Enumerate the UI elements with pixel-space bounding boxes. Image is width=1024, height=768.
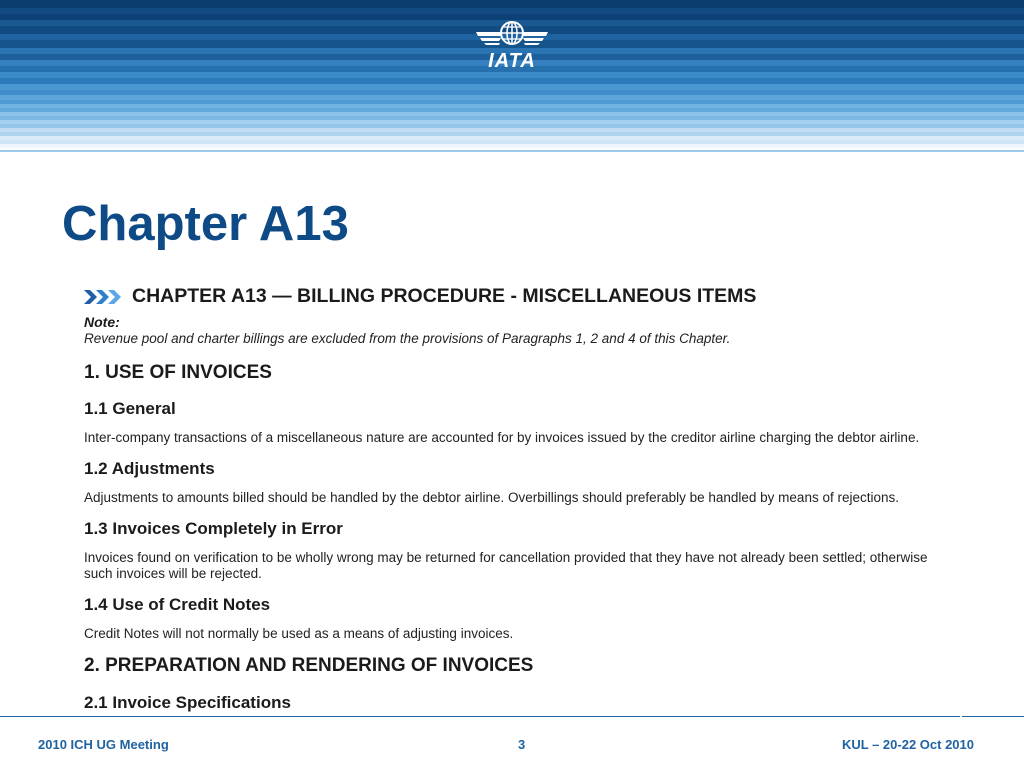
section-1-3-text-line-1: Invoices found on verification to be wholly wrong may be returned for cancellation provided that they have not already been settled; otherwise bbox=[84, 550, 928, 565]
section-1-1-heading: 1.1 General bbox=[84, 399, 176, 418]
section-2-heading: 2. PREPARATION AND RENDERING OF INVOICES bbox=[84, 655, 534, 676]
section-1-1-text: Inter-company transactions of a miscellaneous nature are accounted for by invoices issued by the creditor airline charging the debtor airline. bbox=[84, 430, 920, 445]
section-1-2-text: Adjustments to amounts billed should be handled by the debtor airline. Overbillings should preferably be handled by means of rejections. bbox=[84, 490, 899, 505]
section-2-1-heading: 2.1 Invoice Specifications bbox=[84, 693, 291, 712]
globe-wings-icon bbox=[472, 18, 552, 52]
header-band bbox=[0, 0, 1024, 152]
note-label: Note: bbox=[84, 314, 120, 330]
footer-divider bbox=[62, 716, 960, 717]
footer-location-date: KUL – 20-22 Oct 2010 bbox=[842, 737, 974, 752]
footer-page-number: 3 bbox=[518, 737, 526, 752]
chapter-heading-text: CHAPTER A13 — BILLING PROCEDURE - MISCELLANEOUS ITEMS bbox=[132, 285, 757, 307]
logo-text: IATA bbox=[488, 50, 536, 72]
slide-title: Chapter A13 bbox=[62, 197, 349, 251]
section-1-heading: 1. USE OF INVOICES bbox=[84, 362, 272, 383]
chevron-arrows-icon bbox=[84, 289, 124, 305]
note-text: Revenue pool and charter billings are excluded from the provisions of Paragraphs 1, 2 and 4 of this Chapter. bbox=[84, 331, 731, 346]
section-1-2-heading: 1.2 Adjustments bbox=[84, 459, 215, 478]
iata-logo bbox=[472, 18, 552, 74]
section-1-4-text: Credit Notes will not normally be used as a means of adjusting invoices. bbox=[84, 626, 514, 641]
chapter-heading bbox=[84, 285, 756, 308]
section-1-4-heading: 1.4 Use of Credit Notes bbox=[84, 595, 271, 614]
footer-divider-left bbox=[0, 716, 62, 717]
footer-meeting-name: 2010 ICH UG Meeting bbox=[38, 737, 169, 752]
section-1-3-heading: 1.3 Invoices Completely in Error bbox=[84, 519, 343, 538]
footer-divider-right bbox=[962, 716, 1024, 717]
section-1-3-text-line-2: such invoices will be rejected. bbox=[84, 566, 262, 581]
